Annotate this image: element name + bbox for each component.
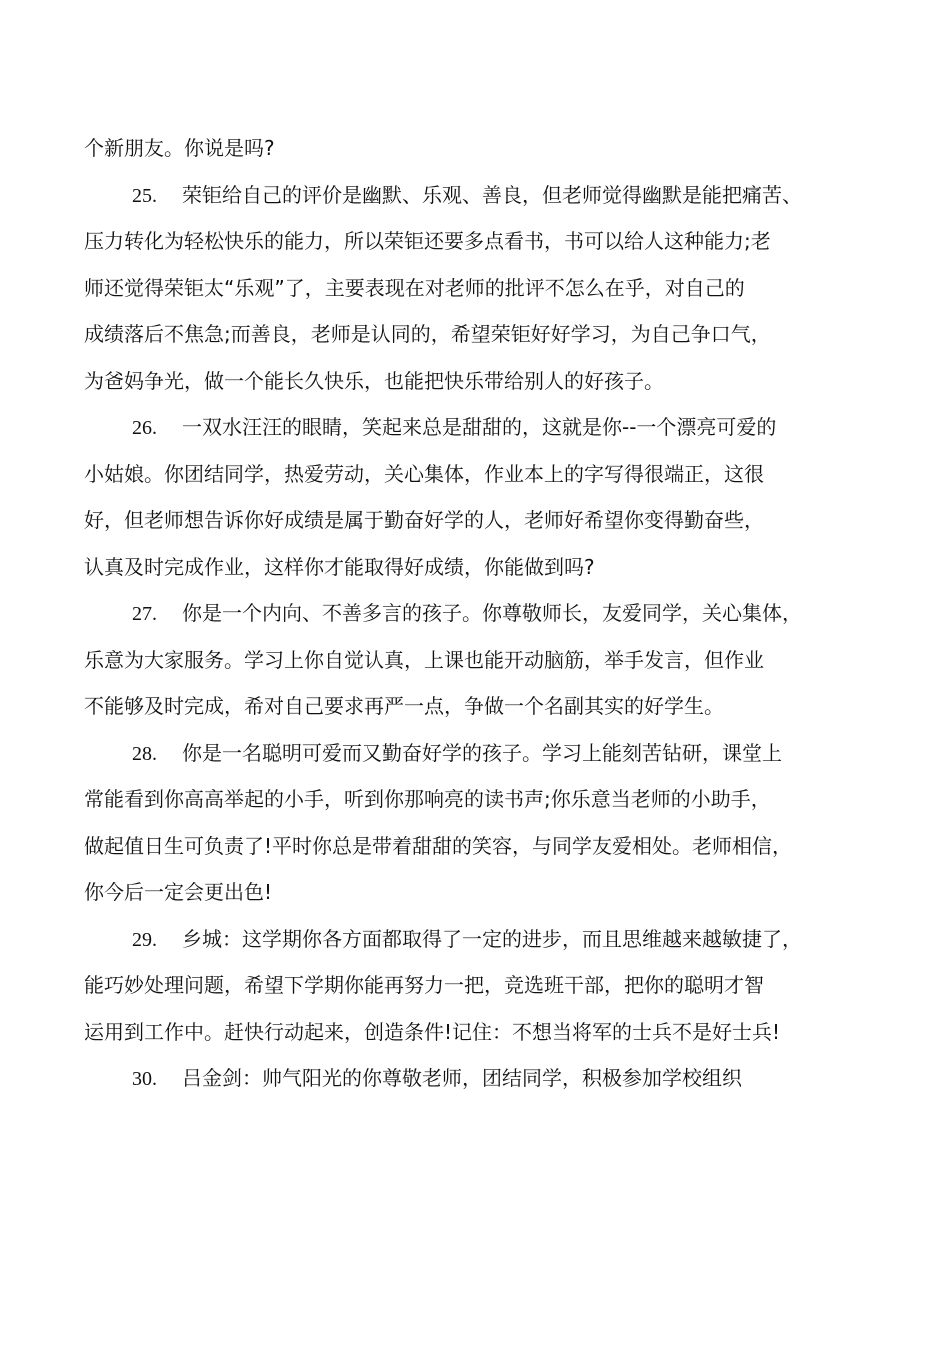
text-line: 个新朋友。你说是吗? [84, 136, 275, 160]
text-line: 乡城：这学期你各方面都取得了一定的进步，而且思维越来越敏捷了， [182, 926, 802, 951]
text-line: 一双水汪汪的眼睛，笑起来总是甜甜的，这就是你--一个漂亮可爱的 [182, 415, 777, 439]
paragraph-number: 30. [132, 1068, 157, 1090]
text-line: 认真及时完成作业，这样你才能取得好成绩，你能做到吗? [84, 554, 595, 579]
paragraph-first-line [84, 175, 884, 215]
text-line: 乐意为大家服务。学习上你自觉认真，上课也能开动脑筋，举手发言，但作业 [84, 647, 764, 672]
paragraph-30 [84, 1058, 884, 1098]
paragraph-number: 28. [132, 742, 157, 765]
paragraph-first-line [84, 919, 884, 959]
text-line: 荣钜给自己的评价是幽默、乐观、善良，但老师觉得幽默是能把痛苦、 [182, 182, 802, 207]
text-line: 为爸妈争光，做一个能长久快乐，也能把快乐带给别人的好孩子。 [84, 368, 664, 393]
paragraph-first-line [84, 733, 884, 773]
paragraph-first-line [84, 593, 884, 633]
paragraph-first-line [84, 1058, 884, 1098]
text-line: 能巧妙处理问题，希望下学期你能再努力一把，竞选班干部，把你的聪明才智 [84, 973, 764, 997]
paragraph-continuation [84, 128, 884, 168]
paragraph-number: 27. [132, 603, 157, 625]
text-line: 你是一名聪明可爱而又勤奋好学的孩子。学习上能刻苦钻研，课堂上 [182, 740, 782, 765]
paragraph-first-line [84, 407, 884, 447]
text-line: 成绩落后不焦急;而善良，老师是认同的，希望荣钜好好学习，为自己争口气， [84, 322, 771, 346]
text-line: 常能看到你高高举起的小手，听到你那响亮的读书声;你乐意当老师的小助手， [84, 787, 771, 811]
paragraph-26 [84, 407, 884, 587]
paragraph-number: 26. [132, 417, 157, 439]
text-line: 吕金剑：帅气阳光的你尊敬老师，团结同学，积极参加学校组织 [182, 1066, 742, 1090]
text-line: 运用到工作中。赶快行动起来，创造条件!记住：不想当将军的士兵不是好士兵! [84, 1019, 781, 1044]
paragraph-29 [84, 919, 884, 1052]
text-line: 小姑娘。你团结同学，热爱劳动，关心集体，作业本上的字写得很端正，这很 [84, 461, 764, 486]
text-line: 师还觉得荣钜太“乐观”了，主要表现在对老师的批评不怎么在乎，对自己的 [84, 275, 745, 300]
text-line: 好，但老师想告诉你好成绩是属于勤奋好学的人，老师好希望你变得勤奋些， [84, 508, 764, 532]
paragraph-number: 29. [132, 928, 157, 951]
paragraph-number: 25. [132, 184, 157, 207]
text-line: 不能够及时完成，希对自己要求再严一点，争做一个名副其实的好学生。 [84, 694, 724, 718]
paragraph-27 [84, 593, 884, 726]
document-body [84, 128, 884, 1105]
text-line: 压力转化为轻松快乐的能力，所以荣钜还要多点看书，书可以给人这种能力;老 [84, 229, 771, 253]
paragraph-28 [84, 733, 884, 913]
text-line: 做起值日生可负责了!平时你总是带着甜甜的笑容，与同学友爱相处。老师相信， [84, 833, 793, 858]
text-line: 你是一个内向、不善多言的孩子。你尊敬师长，友爱同学，关心集体， [182, 601, 802, 625]
paragraph-25 [84, 175, 884, 401]
text-line: 你今后一定会更出色! [84, 880, 273, 904]
